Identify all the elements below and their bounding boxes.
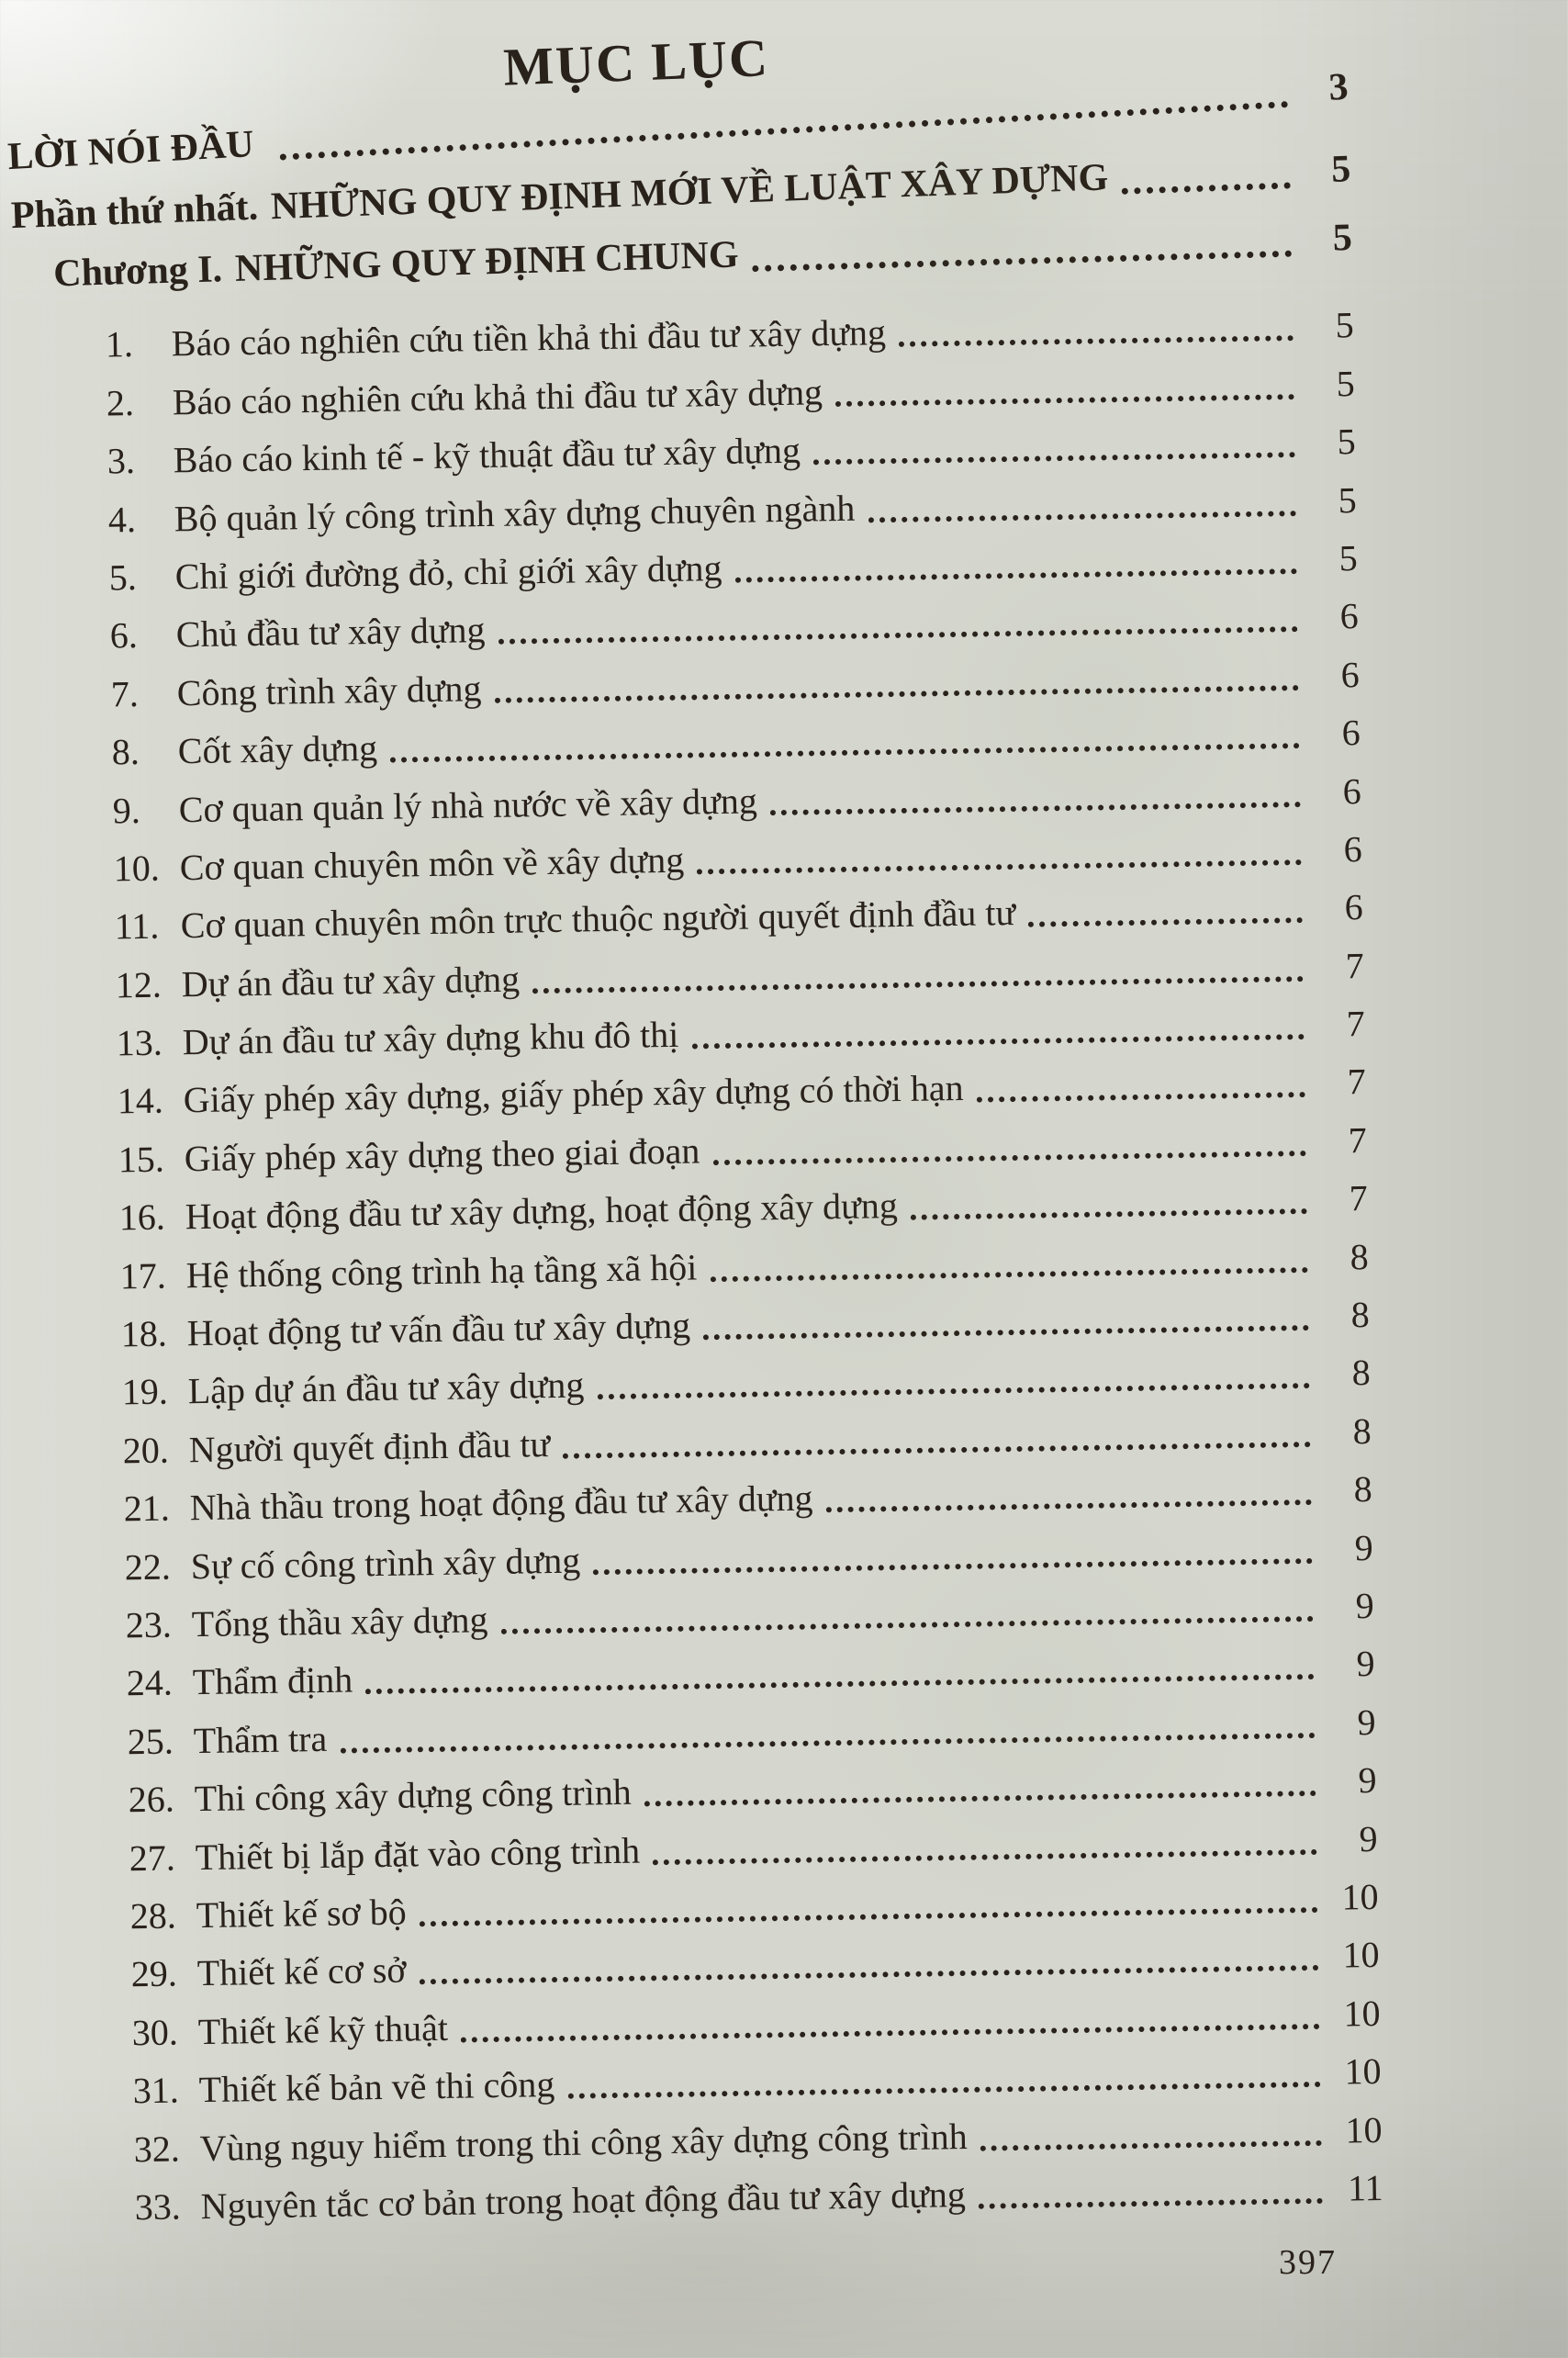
dot-leader: [501, 1616, 1314, 1634]
toc-item-label: Thiết bị lắp đặt vào công trình: [195, 1829, 641, 1878]
toc-item-page: 5: [1336, 362, 1356, 405]
toc-item-number: 3.: [106, 440, 136, 482]
toc-item-page: 5: [1338, 478, 1358, 521]
toc-item-label: Thiết kế kỹ thuật: [197, 2006, 449, 2052]
toc-item-page: 10: [1344, 2050, 1382, 2093]
toc-item-label: Người quyết định đầu tư: [188, 1422, 551, 1471]
toc-item-label: Hoạt động đầu tư xây dựng, hoạt động xây dựng: [185, 1185, 899, 1238]
dot-leader: [365, 1674, 1315, 1694]
toc-item-page: 10: [1343, 1992, 1381, 2035]
toc-item-number: 26.: [128, 1778, 175, 1821]
toc-part-page: 5: [1330, 148, 1351, 191]
toc-item-page: 10: [1342, 1934, 1380, 1976]
toc-list: [105, 296, 1383, 2236]
dot-leader: [691, 1034, 1304, 1049]
dot-leader: [770, 802, 1301, 815]
dot-leader: [1122, 182, 1291, 194]
dot-leader: [563, 1442, 1311, 1459]
toc-item-label: Thi công xây dựng công trình: [194, 1770, 633, 1820]
toc-item-page: 9: [1356, 1643, 1375, 1685]
dot-leader: [567, 2082, 1320, 2099]
toc-item-page: 9: [1357, 1701, 1376, 1744]
dot-leader: [644, 1791, 1316, 1806]
dot-leader: [826, 1499, 1312, 1512]
dot-leader: [461, 2024, 1320, 2043]
toc-item-number: 22.: [124, 1545, 172, 1588]
dot-leader: [495, 685, 1299, 703]
dot-leader: [697, 859, 1302, 874]
toc-item-page: 6: [1341, 712, 1361, 754]
dot-leader: [420, 1965, 1319, 1984]
toc-item-number: 25.: [127, 1720, 174, 1763]
toc-item-page: 7: [1348, 1118, 1367, 1162]
toc-item-label: Thiết kế cơ sở: [196, 1948, 407, 1994]
toc-item-label: Nguyên tắc cơ bản trong hoạt động đầu tư xây dựng: [200, 2173, 967, 2227]
toc-item-number: 11.: [114, 904, 160, 948]
dot-leader: [420, 1907, 1318, 1926]
toc-item-number: 12.: [115, 963, 162, 1006]
toc-item-page: 6: [1342, 769, 1362, 812]
toc-chapter-page: 5: [1332, 216, 1353, 260]
toc-item-number: 5.: [108, 556, 138, 599]
toc-item-label: Dự án đầu tư xây dựng khu đô thị: [182, 1013, 679, 1063]
dot-leader: [653, 1849, 1317, 1865]
toc-item-page: 8: [1350, 1235, 1369, 1277]
toc-item-number: 16.: [118, 1196, 166, 1239]
toc-item-page: 9: [1355, 1584, 1374, 1627]
toc-item-number: 32.: [133, 2127, 181, 2170]
toc-item-page: 6: [1343, 827, 1363, 870]
dot-leader: [752, 251, 1292, 272]
toc-item-label: Nhà thầu trong hoạt động đầu tư xây dựng: [189, 1477, 813, 1529]
toc-item-label: Cơ quan chuyên môn về xây dựng: [179, 838, 685, 889]
toc-item-label: Thẩm tra: [193, 1717, 328, 1761]
toc-item-label: Chủ đầu tư xây dựng: [175, 609, 486, 656]
toc-item-number: 2.: [106, 381, 135, 424]
dot-leader: [1028, 917, 1303, 927]
toc-item-number: 33.: [134, 2185, 182, 2229]
toc-item-label: Thẩm định: [192, 1658, 353, 1703]
dot-leader: [813, 452, 1295, 465]
dot-leader: [710, 1267, 1307, 1282]
toc-item-label: Dự án đầu tư xây dựng: [181, 958, 521, 1005]
toc-item-number: 28.: [129, 1894, 177, 1937]
toc-item-label: Sự cố công trình xây dựng: [190, 1539, 581, 1587]
toc-item-page: 9: [1358, 1759, 1377, 1802]
toc-item-label: Báo cáo nghiên cứu tiền khả thi đầu tư xây dựng: [171, 311, 887, 365]
toc-item-page: 10: [1341, 1875, 1379, 1918]
toc-item-label: Hoạt động tư vấn đầu tư xây dựng: [186, 1304, 691, 1354]
toc-item-page: 9: [1354, 1526, 1373, 1568]
dot-leader: [899, 336, 1294, 348]
toc-item-number: 31.: [132, 2069, 180, 2112]
toc-chapter-title: NHỮNG QUY ĐỊNH CHUNG: [234, 233, 740, 290]
toc-item-number: 1.: [105, 323, 134, 365]
dot-leader: [868, 511, 1295, 522]
corner-page-number: 397: [1279, 2243, 1337, 2282]
dot-leader: [979, 2198, 1323, 2209]
toc-item-label: Hệ thống công trình hạ tầng xã hội: [185, 1246, 698, 1296]
dot-leader: [977, 1093, 1305, 1104]
toc-chapter-label: Chương I.: [52, 248, 223, 296]
toc-item-page: 9: [1359, 1817, 1378, 1859]
toc-item-label: Báo cáo kinh tế - kỹ thuật đầu tư xây dựng: [173, 429, 801, 481]
toc-part-label: Phần thứ nhất.: [10, 185, 259, 238]
toc-item-number: 4.: [107, 498, 137, 541]
toc-item-number: 13.: [116, 1021, 163, 1064]
toc-item-number: 27.: [129, 1836, 176, 1879]
toc-item-label: Lập dự án đầu tư xây dựng: [187, 1364, 585, 1412]
toc-item-page: 10: [1345, 2108, 1383, 2151]
toc-item-page: 5: [1335, 304, 1355, 346]
dot-leader: [735, 568, 1297, 583]
dot-leader: [703, 1325, 1309, 1340]
toc-item-page: 8: [1352, 1409, 1372, 1453]
toc-item-label: Chỉ giới đường đỏ, chỉ giới xây dựng: [174, 546, 722, 598]
toc-item-page: 7: [1349, 1177, 1368, 1219]
dot-leader: [340, 1733, 1315, 1754]
dot-leader: [835, 394, 1294, 407]
toc-item-number: 24.: [126, 1661, 174, 1704]
toc-item-label: Vùng nguy hiểm trong thi công xây dựng công trình: [199, 2115, 968, 2169]
toc-item-page: 6: [1344, 886, 1364, 928]
toc-item-label: Cơ quan chuyên môn trực thuộc người quyết định đầu tư: [180, 892, 1016, 947]
toc-item-label: Thiết kế sơ bộ: [196, 1891, 407, 1937]
dot-leader: [980, 2139, 1322, 2150]
toc-item-number: 15.: [118, 1138, 165, 1181]
toc-item-number: 18.: [120, 1312, 168, 1355]
dot-leader: [597, 1383, 1309, 1399]
toc-item-number: 7.: [110, 672, 140, 715]
toc-item-label: Thiết kế bản vẽ thi công: [198, 2063, 555, 2111]
toc-item-page: 7: [1345, 944, 1365, 987]
page-title: MỤC LỤC: [502, 28, 770, 97]
toc-item-label: Giấy phép xây dựng theo giai đoạn: [184, 1129, 700, 1180]
toc-item-number: 8.: [111, 731, 140, 773]
toc-item-number: 6.: [109, 614, 139, 657]
toc-item-number: 9.: [112, 789, 141, 831]
dot-leader: [911, 1208, 1307, 1220]
dot-leader: [498, 626, 1298, 645]
toc-item-number: 30.: [131, 2011, 179, 2053]
toc-item-label: Cốt xây dựng: [177, 727, 378, 772]
toc-item-label: Bộ quản lý công trình xây dựng chuyên ngành: [174, 487, 856, 539]
toc-front-matter-label: LỜI NÓI ĐẦU: [6, 123, 255, 179]
toc-item-number: 20.: [122, 1429, 170, 1472]
toc-item-page: 6: [1340, 653, 1361, 696]
toc-item-number: 29.: [130, 1952, 178, 1995]
toc-item-page: 5: [1338, 537, 1359, 579]
dot-leader: [390, 743, 1300, 763]
toc-part-title: NHỮNG QUY ĐỊNH MỚI VỀ LUẬT XÂY DỰNG: [270, 156, 1109, 229]
toc-item-page: 11: [1347, 2166, 1383, 2209]
dot-leader: [712, 1151, 1305, 1165]
dot-leader: [532, 976, 1304, 994]
toc-item-page: 8: [1350, 1294, 1370, 1336]
toc-item-number: 19.: [121, 1370, 169, 1413]
toc-item-page: 6: [1339, 595, 1360, 637]
toc-item-number: 17.: [119, 1254, 167, 1297]
toc-front-matter-page: 3: [1327, 65, 1350, 109]
toc-item-number: 21.: [123, 1487, 171, 1530]
toc-item-label: Công trình xây dựng: [176, 667, 482, 714]
toc-item-label: Cơ quan quản lý nhà nước về xây dựng: [178, 779, 758, 830]
toc-item-label: Giấy phép xây dựng, giấy phép xây dựng có thời hạn: [183, 1067, 964, 1121]
toc-item-number: 23.: [125, 1603, 173, 1646]
toc-item-page: 8: [1353, 1468, 1372, 1510]
toc-item-label: Báo cáo nghiên cứu khả thi đầu tư xây dựng: [172, 371, 823, 423]
toc-item-page: 7: [1347, 1061, 1366, 1103]
toc-item-page: 7: [1346, 1003, 1365, 1045]
toc-item-number: 14.: [117, 1080, 164, 1122]
toc-item-number: 10.: [113, 847, 161, 890]
toc-item-label: Tổng thầu xây dựng: [191, 1599, 488, 1645]
toc-item-page: 5: [1337, 421, 1357, 463]
dot-leader: [593, 1558, 1313, 1575]
toc-item-page: 8: [1351, 1352, 1371, 1394]
